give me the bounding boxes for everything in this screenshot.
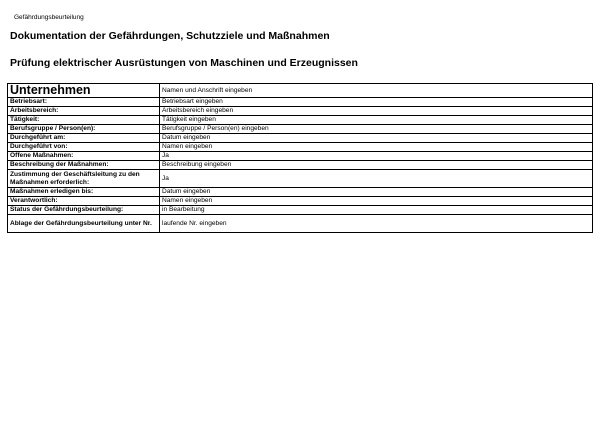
occupational-group-value[interactable]: Berufsgruppe / Person(en) eingeben: [160, 125, 593, 134]
performed-by-value[interactable]: Namen eingeben: [160, 143, 593, 152]
form-row-performed-by: [8, 143, 593, 152]
measures-description-label: Beschreibung der Maßnahmen:: [8, 161, 160, 170]
document-title: Dokumentation der Gefährdungen, Schutzziele und Maßnahmen: [10, 30, 330, 42]
open-measures-value[interactable]: Ja: [160, 152, 593, 161]
filing-number-label: Ablage der Gefährdungsbeurteilung unter Nr.: [8, 215, 160, 233]
work-area-label: Arbeitsbereich:: [8, 107, 160, 116]
assessment-status-label: Status der Gefährdungsbeurteilung:: [8, 206, 160, 215]
assessment-form-table: [7, 83, 593, 233]
measures-description-value[interactable]: Beschreibung eingeben: [160, 161, 593, 170]
complete-by-value[interactable]: Datum eingeben: [160, 188, 593, 197]
filing-number-value[interactable]: laufende Nr. eingeben: [160, 215, 593, 233]
assessment-status-value[interactable]: in Bearbeitung: [160, 206, 593, 215]
form-row-occupational-group: [8, 125, 593, 134]
form-row-performed-on: [8, 134, 593, 143]
form-row-filing-number: [8, 215, 593, 233]
management-approval-label: Zustimmung der Geschäftsleitung zu den Maßnahmen erforderlich:: [8, 170, 160, 188]
responsible-label: Verantwortlich:: [8, 197, 160, 206]
form-row-activity: [8, 116, 593, 125]
document-subtitle: Prüfung elektrischer Ausrüstungen von Maschinen und Erzeugnissen: [10, 57, 358, 69]
company-value[interactable]: Namen und Anschrift eingeben: [160, 84, 593, 98]
management-approval-value[interactable]: Ja: [160, 170, 593, 188]
operation-type-label: Betriebsart:: [8, 98, 160, 107]
work-area-value[interactable]: Arbeitsbereich eingeben: [160, 107, 593, 116]
form-row-measures-description: [8, 161, 593, 170]
form-row-operation-type: [8, 98, 593, 107]
company-label: Unternehmen: [8, 84, 160, 98]
operation-type-value[interactable]: Betriebsart eingeben: [160, 98, 593, 107]
form-row-company: [8, 84, 593, 98]
document-header: Gefährdungsbeurteilung: [14, 14, 84, 21]
activity-label: Tätigkeit:: [8, 116, 160, 125]
form-row-responsible: [8, 197, 593, 206]
complete-by-label: Maßnahmen erledigen bis:: [8, 188, 160, 197]
form-row-complete-by: [8, 188, 593, 197]
responsible-value[interactable]: Namen eingeben: [160, 197, 593, 206]
occupational-group-label: Berufsgruppe / Person(en):: [8, 125, 160, 134]
performed-on-value[interactable]: Datum eingeben: [160, 134, 593, 143]
form-row-assessment-status: [8, 206, 593, 215]
form-row-management-approval: [8, 170, 593, 188]
activity-value[interactable]: Tätigkeit eingeben: [160, 116, 593, 125]
open-measures-label: Offene Maßnahmen:: [8, 152, 160, 161]
performed-on-label: Durchgeführt am:: [8, 134, 160, 143]
form-row-open-measures: [8, 152, 593, 161]
performed-by-label: Durchgeführt von:: [8, 143, 160, 152]
form-row-work-area: [8, 107, 593, 116]
